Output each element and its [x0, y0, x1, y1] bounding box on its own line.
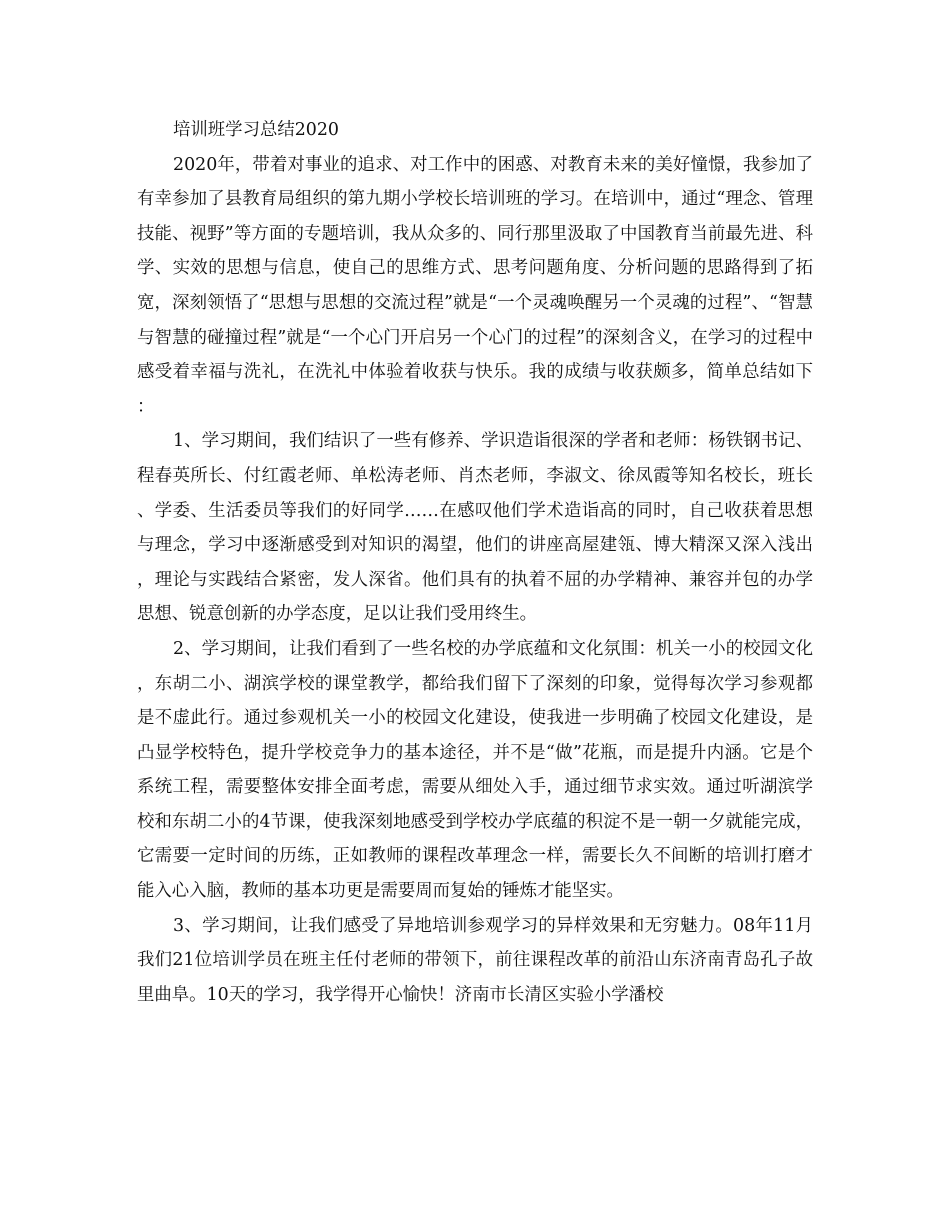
paragraph-point-2: 2、学习期间，让我们看到了一些名校的办学底蕴和文化氛围：机关一小的校园文化，东胡二小、湖滨学校的课堂教学，都给我们留下了深刻的印象，觉得每次学习参观都是不虚此行。通过参观机关一小的校园文化建设，使我进一步明确了校园文化建设，是凸显学校特色，提升学校竞争力的基本途径，并不是“做”花瓶，而是提升内涵。它是个系统工程，需要整体安排全面考虑，需要从细处入手，通过细节求实效。通过听湖滨学校和东胡二小的4节课，使我深刻地感受到学校办学底蕴的积淀不是一朝一夕就能完成，它需要一定时间的历练，正如教师的课程改革理念一样，需要长久不间断的培训打磨才能入心入脑，教师的基本功更是需要周而复始的锤炼才能坚实。 — [137, 638, 813, 902]
paragraph-intro: 2020年，带着对事业的追求、对工作中的困惑、对教育未来的美好憧憬，我参加了有幸参加了县教育局组织的第九期小学校长培训班的学习。在培训中，通过“理念、管理技能、视野”等方面的专题培训，我从众多的、同行那里汲取了中国教育当前最先进、科学、实效的思想与信息，使自己的思维方式、思考问题角度、分析问题的思路得到了拓宽，深刻领悟了“思想与思想的交流过程”就是“一个灵魂唤醒另一个灵魂的过程”、“智慧与智慧的碰撞过程”就是“一个心门开启另一个心门的过程”的深刻含义，在学习的过程中感受着幸福与洗礼，在洗礼中体验着收获与快乐。我的成绩与收获颇多，简单总结如下： — [137, 154, 813, 417]
paragraph-point-3: 3、学习期间，让我们感受了异地培训参观学习的异样效果和无穷魅力。08年11月我们21位培训学员在班主任付老师的带领下，前往课程改革的前沿山东济南青岛孔子故里曲阜。10天的学习，我学得开心愉快！济南市长清区实验小学潘校 — [137, 915, 813, 1005]
document-title: 培训班学习总结2020 — [173, 120, 339, 140]
paragraph-point-1: 1、学习期间，我们结识了一些有修养、学识造诣很深的学者和老师：杨铁钢书记、程春英所长、付红霞老师、单松涛老师、肖杰老师，李淑文、徐凤霞等知名校长，班长、学委、生活委员等我们的好同学……在感叹他们学术造诣高的同时，自己收获着思想与理念，学习中逐渐感受到对知识的渴望，他们的讲座高屋建瓴、博大精深又深入浅出，理论与实践结合紧密，发人深省。他们具有的执着不屈的办学精神、兼容并包的办学思想、锐意创新的办学态度，足以让我们受用终生。 — [137, 431, 813, 625]
document-body — [137, 113, 813, 1012]
